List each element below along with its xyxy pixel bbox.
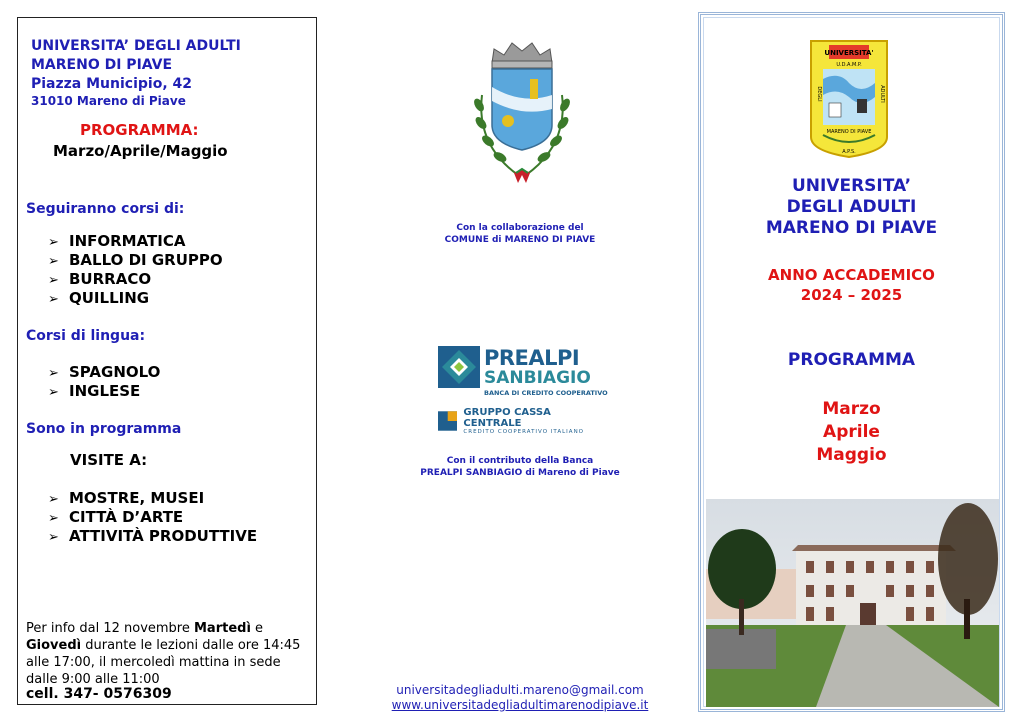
- languages-heading: Corsi di lingua:: [26, 328, 146, 344]
- list-item: ➢ QUILLING: [48, 289, 150, 307]
- address: Piazza Municipio, 42: [31, 76, 192, 92]
- list-item: ➢ MOSTRE, MUSEI: [48, 489, 205, 507]
- org-name-line1: UNIVERSITA’ DEGLI ADULTI: [31, 38, 241, 54]
- academic-year: ANNO ACCADEMICO 2024 – 2025: [768, 266, 935, 304]
- collaboration-text: Con la collaborazione del COMUNE di MARENO DI PIAVE: [444, 223, 596, 245]
- arrow-bullet-icon: ➢: [48, 254, 59, 269]
- list-item: ➢ ATTIVITÀ PRODUTTIVE: [48, 527, 258, 545]
- courses-heading: Seguiranno corsi di:: [26, 201, 185, 217]
- visits-heading: VISITE A:: [70, 451, 148, 469]
- languages-list: [48, 363, 160, 401]
- phone-number: cell. 347- 0576309: [26, 686, 172, 702]
- middle-panel: [360, 0, 680, 724]
- contacts: [360, 683, 680, 713]
- arrow-bullet-icon: ➢: [48, 292, 59, 307]
- gruppo-cassa-logo-icon: [438, 411, 457, 431]
- university-logo-icon: [809, 39, 889, 159]
- building-photo: [706, 499, 999, 707]
- contribution-text: Con il contributo della Banca PREALPI SANBIAGIO di Mareno di Piave: [420, 456, 620, 478]
- svg-text:UNIVERSITA': UNIVERSITA': [824, 49, 874, 57]
- website-link[interactable]: www.universitadegliadultimarenodipiave.it: [391, 698, 649, 712]
- months-line: Marzo/Aprile/Maggio: [53, 142, 228, 160]
- svg-text:DEGLI: DEGLI: [816, 86, 822, 102]
- planned-heading: Sono in programma: [26, 421, 182, 437]
- prealpi-logo-icon: [438, 346, 480, 388]
- arrow-bullet-icon: ➢: [48, 366, 59, 381]
- arrow-bullet-icon: ➢: [48, 530, 59, 545]
- bank-name-1: PREALPI: [484, 345, 580, 370]
- list-item: ➢ INGLESE: [48, 382, 141, 400]
- arrow-bullet-icon: ➢: [48, 511, 59, 526]
- bank-subtitle: BANCA DI CREDITO COOPERATIVO: [484, 389, 608, 397]
- arrow-bullet-icon: ➢: [48, 385, 59, 400]
- municipal-crest-icon: [452, 35, 592, 185]
- list-item: ➢ BALLO DI GRUPPO: [48, 251, 223, 269]
- arrow-bullet-icon: ➢: [48, 273, 59, 288]
- courses-list: [48, 232, 223, 308]
- list-item: ➢ INFORMATICA: [48, 232, 186, 250]
- university-title: UNIVERSITA’ DEGLI ADULTI MARENO DI PIAVE: [765, 176, 938, 238]
- list-item: ➢ BURRACO: [48, 270, 152, 288]
- svg-text:ADULTI: ADULTI: [879, 85, 885, 103]
- bank-name-2: SANBIAGIO: [484, 367, 591, 388]
- programma-title: PROGRAMMA: [787, 350, 916, 370]
- list-item: ➢ SPAGNOLO: [48, 363, 161, 381]
- gruppo-name: GRUPPO CASSA CENTRALE: [463, 407, 551, 429]
- month-item: Marzo: [822, 399, 881, 419]
- address-block: [31, 37, 241, 108]
- arrow-bullet-icon: ➢: [48, 492, 59, 507]
- city: 31010 Mareno di Piave: [31, 94, 186, 108]
- email-link[interactable]: universitadegliadulti.mareno@gmail.com: [396, 683, 644, 697]
- list-item: ➢ CITTÀ D’ARTE: [48, 508, 184, 526]
- visits-list: [48, 489, 257, 546]
- info-text: Per info dal 12 novembre Martedì e Giovedì durante le lezioni dalle ore 14:45 alle 17:00, il mercoledì mattina in sede dalle 9:00 alle 11:00: [26, 621, 301, 687]
- months-list: [701, 398, 1002, 467]
- month-item: Maggio: [816, 445, 887, 465]
- month-item: Aprile: [823, 422, 880, 442]
- svg-text:A.P.S.: A.P.S.: [842, 149, 856, 155]
- svg-text:MARENO DI PIAVE: MARENO DI PIAVE: [826, 129, 872, 135]
- right-panel: [698, 12, 1005, 712]
- org-name-line2: MARENO DI PIAVE: [31, 57, 173, 73]
- svg-text:U.D.A.M.P.: U.D.A.M.P.: [836, 62, 862, 68]
- bank-logo: [438, 346, 608, 435]
- left-panel: [17, 17, 317, 705]
- gruppo-subtitle: CREDITO COOPERATIVO ITALIANO: [463, 429, 585, 435]
- programma-heading: PROGRAMMA:: [80, 121, 199, 139]
- arrow-bullet-icon: ➢: [48, 235, 59, 250]
